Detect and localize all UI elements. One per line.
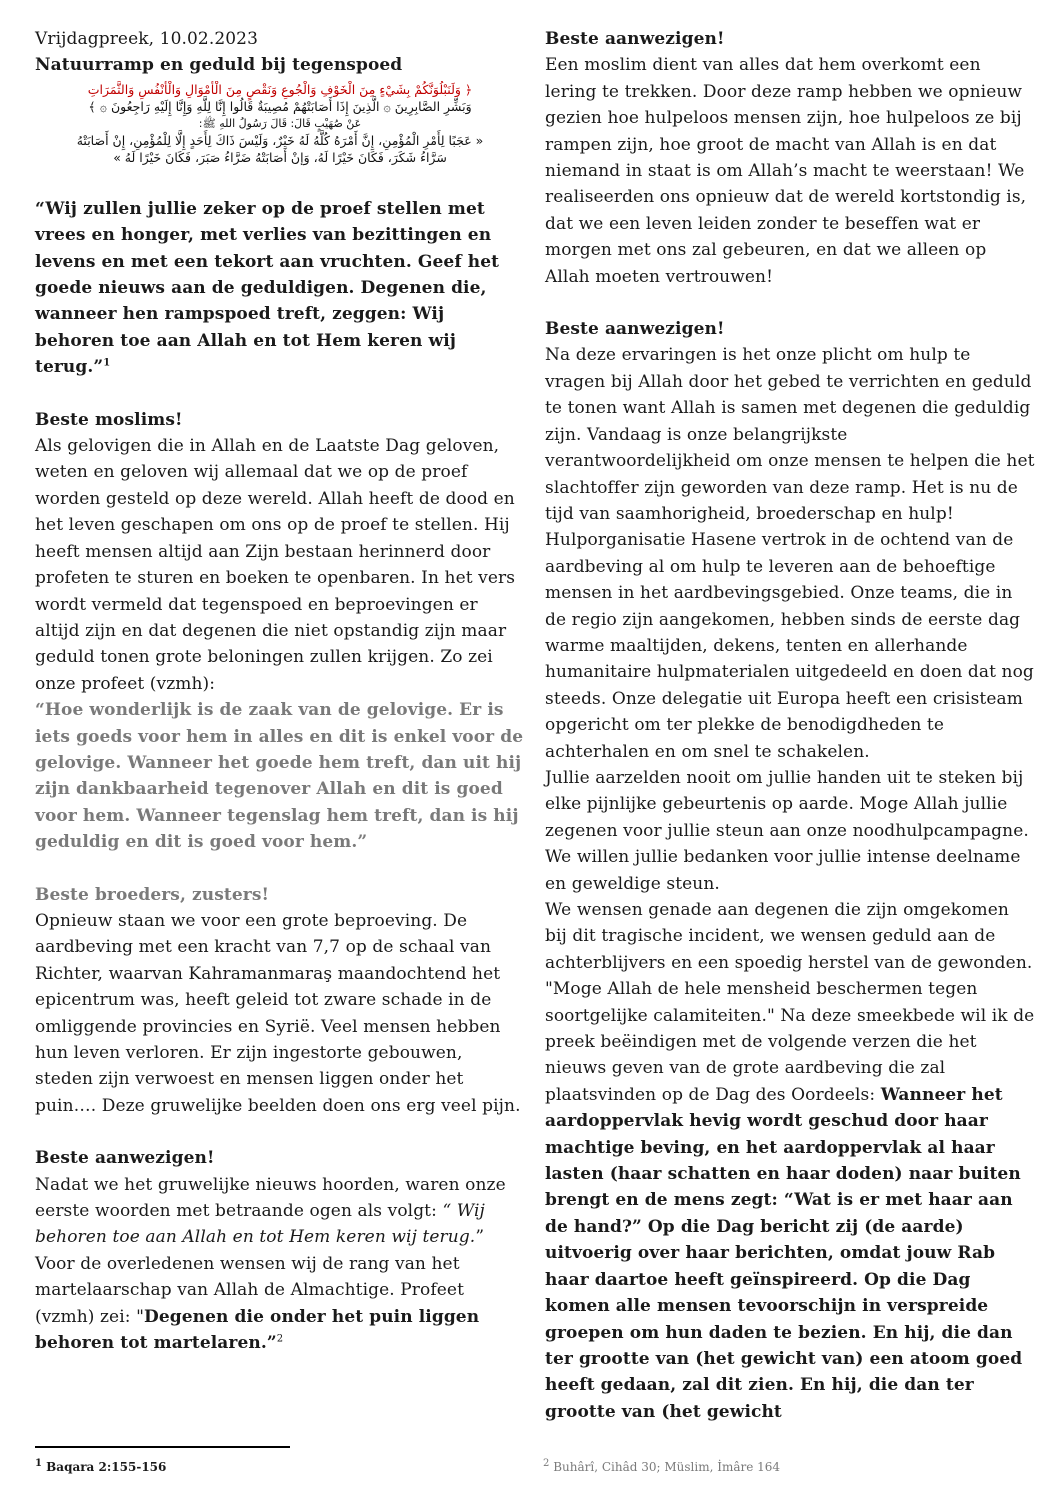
footnote-2-number: 2 [543, 1458, 550, 1469]
arabic-hadith-line-2: سَرَّاءُ شَكَرَ، فَكَانَ خَيْرًا لَهُ، وَإِنْ أَصَابَتْهُ ضَرَّاءُ صَبَرَ، فَكَانَ خَيْرًا لَهُ » [113, 149, 447, 165]
footnote-ref-1: 1 [103, 357, 111, 369]
date-line: Vrijdagpreek, 10.02.2023 [35, 29, 258, 49]
footnote-2-text: Buhârî, Cihâd 30; Müslim, İmâre 164 [549, 1460, 781, 1474]
paragraph-news-bold: Degenen die onder het puin liggen behoren tot martelaren.” [35, 1306, 480, 1354]
page-title: Natuurramp en geduld bij tegenspoed [35, 55, 403, 76]
arabic-hadith-intro: عَنْ صُهَيْبٍ قَالَ: قَالَ رَسُولُ اللهِ ﷺ: [198, 116, 362, 130]
paragraph-news [35, 1172, 525, 1357]
paragraph-help: Na deze ervaringen is het onze plicht om hulp te vragen bij Allah door het gebed te verrichten en geduld te tonen want Allah is samen met degenen die geduldig zijn. Vandaag is onze belangrijkste verantwoordelijkheid om onze mensen te helpen die het slachtoffer zijn geworden van deze ramp. Het is nu de tijd van saamhorigheid, broederschap en hulp! Hulporganisatie Hasene vertrok in de ochtend van de aardbeving al om hulp te leveren aan de behoeftige mensen in het aardbevingsgebied. Onze teams, die in de regio zijn aangekomen, hebben sinds de eerste dag warme maaltijden, dekens, tenten en allerhande humanitaire hulpmaterialen uitgedeeld en doen dat nog steeds. Onze delegatie uit Europa heeft een crisisteam opgericht om ter plekke de benodigdheden te achterhalen en om snel te schakelen. [545, 345, 1035, 762]
paragraph-news-text-b: ” Voor de overledenen wensen wij de rang van het martelaarschap van Allah de Almachtige. Profeet (vzmh) zei: " [35, 1227, 485, 1327]
hadith-translation: “Hoe wonderlijk is de zaak van de gelovige. Er is iets goeds voor hem in alles en dit is enkel voor de gelovige. Wanneer het goede hem treft, dan uit hij zijn dankbaarheid tegenover Allah en dit is goed voor hem. Wanneer tegenslag hem treft, dan is hij geduldig en dit is goed voor hem.” [35, 700, 524, 853]
footnote-2 [543, 1459, 780, 1475]
paragraph-closing-verses: Wanneer het aardoppervlak hevig wordt geschud door haar machtige beving, en het aardoppervlak al haar lasten (haar schatten en haar doden) naar buiten brengt en de mens zegt: “Wat is er met haar aan de hand?” Op die Dag bericht zij (de aarde) uitvoerig over haar berichten, omdat jouw Rab haar daartoe heeft geïnspireerd. Op die Dag komen alle mensen tevoorschijn in verspreide groepen om hun daden te bezien. En hij, die dan ter grootte van (het gewicht van) een atoom goed heeft gedaan, zal dit zien. En hij, die dan ter grootte van (het gewicht [545, 1084, 1023, 1422]
footnote-1 [35, 1459, 166, 1475]
heading-beste-aanwezigen-1: Beste aanwezigen! [545, 29, 725, 49]
footnote-ref-2: 2 [276, 1333, 284, 1345]
paragraph-thanks: Jullie aarzelden nooit om jullie handen uit te steken bij elke pijnlijke gebeurtenis op aarde. Moge Allah jullie zegenen voor jullie steun aan onze noodhulpcampagne. We willen jullie bedanken voor jullie intense deelname en geweldige steun. [545, 767, 1029, 894]
heading-beste-aanwezigen-left: Beste aanwezigen! [35, 1148, 215, 1169]
paragraph-closing [545, 897, 1035, 1425]
heading-beste-moslims: Beste moslims! [35, 409, 183, 430]
arabic-verse-line-1: ﴿ وَلَنَبْلُوَنَّكُمْ بِشَيْءٍ مِنَ الْخَوْفِ وَالْجُوعِ وَنَقْصٍ مِنَ الْأَمْوَالِ وَالْأَنْفُسِ وَالثَّمَرَاتِ [87, 81, 473, 97]
left-column [35, 26, 525, 1356]
footnote-1-text: Baqara 2:155-156 [41, 1460, 167, 1474]
footnote-divider [35, 1446, 290, 1448]
verse-translation [35, 196, 525, 381]
arabic-hadith-line-1: « عَجَبًا لِأَمْرِ الْمُؤْمِنِ، إِنَّ أَمْرَهُ كُلَّهُ لَهُ خَيْرٌ، وَلَيْسَ ذَاكَ لِأَحَدٍ إِلَّا لِلْمُؤْمِنِ، إِنْ أَصَابَتْهُ [76, 132, 484, 148]
right-column [545, 26, 1035, 1425]
heading-beste-aanwezigen-2: Beste aanwezigen! [545, 319, 725, 340]
paragraph-lesson: Een moslim dient van alles dat hem overkomt een lering te trekken. Door deze ramp hebben we opnieuw gezien hoe hulpeloos mensen zijn, hoe hulpeloos ze bij rampen zijn, hoe groot de macht van Allah is en dat niemand in staat is om Allah’s macht te weerstaan! We realiseerden ons opnieuw dat de wereld kortstondig is, dat we een leven leiden zonder te beseffen wat er morgen met ons zal gebeuren, en dat we alleen op Allah moeten vertrouwen! [545, 55, 1027, 287]
arabic-verse-line-2: وَبَشِّرِ الصَّابِرِينَ ۞ الَّذِينَ إِذَا أَصَابَتْهُمْ مُصِيبَةٌ قَالُوا إِنَّا لِلَّهِ وَإِنَّا إِلَيْهِ رَاجِعُونَ ۞ ﴾ [88, 98, 472, 114]
footnote-1-number: 1 [35, 1458, 42, 1469]
paragraph-earthquake: Opnieuw staan we voor een grote beproeving. De aardbeving met een kracht van 7,7 op de schaal van Richter, waarvan Kahramanmaraş maandochtend het epicentrum was, heeft geleid tot zware schade in de omliggende provincies en Syrië. Veel mensen hebben hun leven verloren. Er zijn ingestorte gebouwen, steden zijn verwoest en mensen liggen onder het puin…. Deze gruwelijke beelden doen ons erg veel pijn. [35, 910, 521, 1116]
heading-broeders-zusters: Beste broeders, zusters! [35, 884, 270, 905]
verse-translation-text: “Wij zullen jullie zeker op de proef stellen met vrees en honger, met verlies van bezittingen en levens en met een tekort aan vruchten. Geef het goede nieuws aan de geduldigen. Degenen die, wanneer hen rampspoed treft, zeggen: Wij behoren toe aan Allah en tot Hem keren wij terug.” [35, 198, 500, 378]
paragraph-news-italic: “ Wij behoren toe aan Allah en tot Hem keren wij terug. [35, 1201, 485, 1248]
paragraph-believers: Als gelovigen die in Allah en de Laatste Dag geloven, weten en geloven wij allemaal dat we op de proef worden gesteld op deze wereld. Allah heeft de dood en het leven geschapen om ons op de proef te stellen. Hij heeft mensen altijd aan Zijn bestaan herinnerd door profeten te sturen en boeken te openbaren. In het vers wordt vermeld dat tegenspoed en beproevingen er altijd zijn en dat degenen die niet opstandig zijn maar geduld tonen grote beloningen zullen krijgen. Zo zei onze profeet (vzmh): [35, 436, 516, 694]
paragraph-closing-text: We wensen genade aan degenen die zijn omgekomen bij dit tragische incident, we wensen geduld aan de achterblijvers en een spoedig herstel van de gewonden. "Moge Allah de hele mensheid beschermen tegen soortgelijke calamiteiten." Na deze smeekbede wil ik de preek beëindigen met de volgende verzen die het nieuws geven van de grote aardbeving die zal plaatsvinden op de Dag des Oordeels: [545, 900, 1035, 1105]
paragraph-news-text-a: Nadat we het gruwelijke nieuws hoorden, waren onze eerste woorden met betraande ogen als volgt: [35, 1174, 506, 1222]
arabic-verse-block [35, 81, 525, 166]
